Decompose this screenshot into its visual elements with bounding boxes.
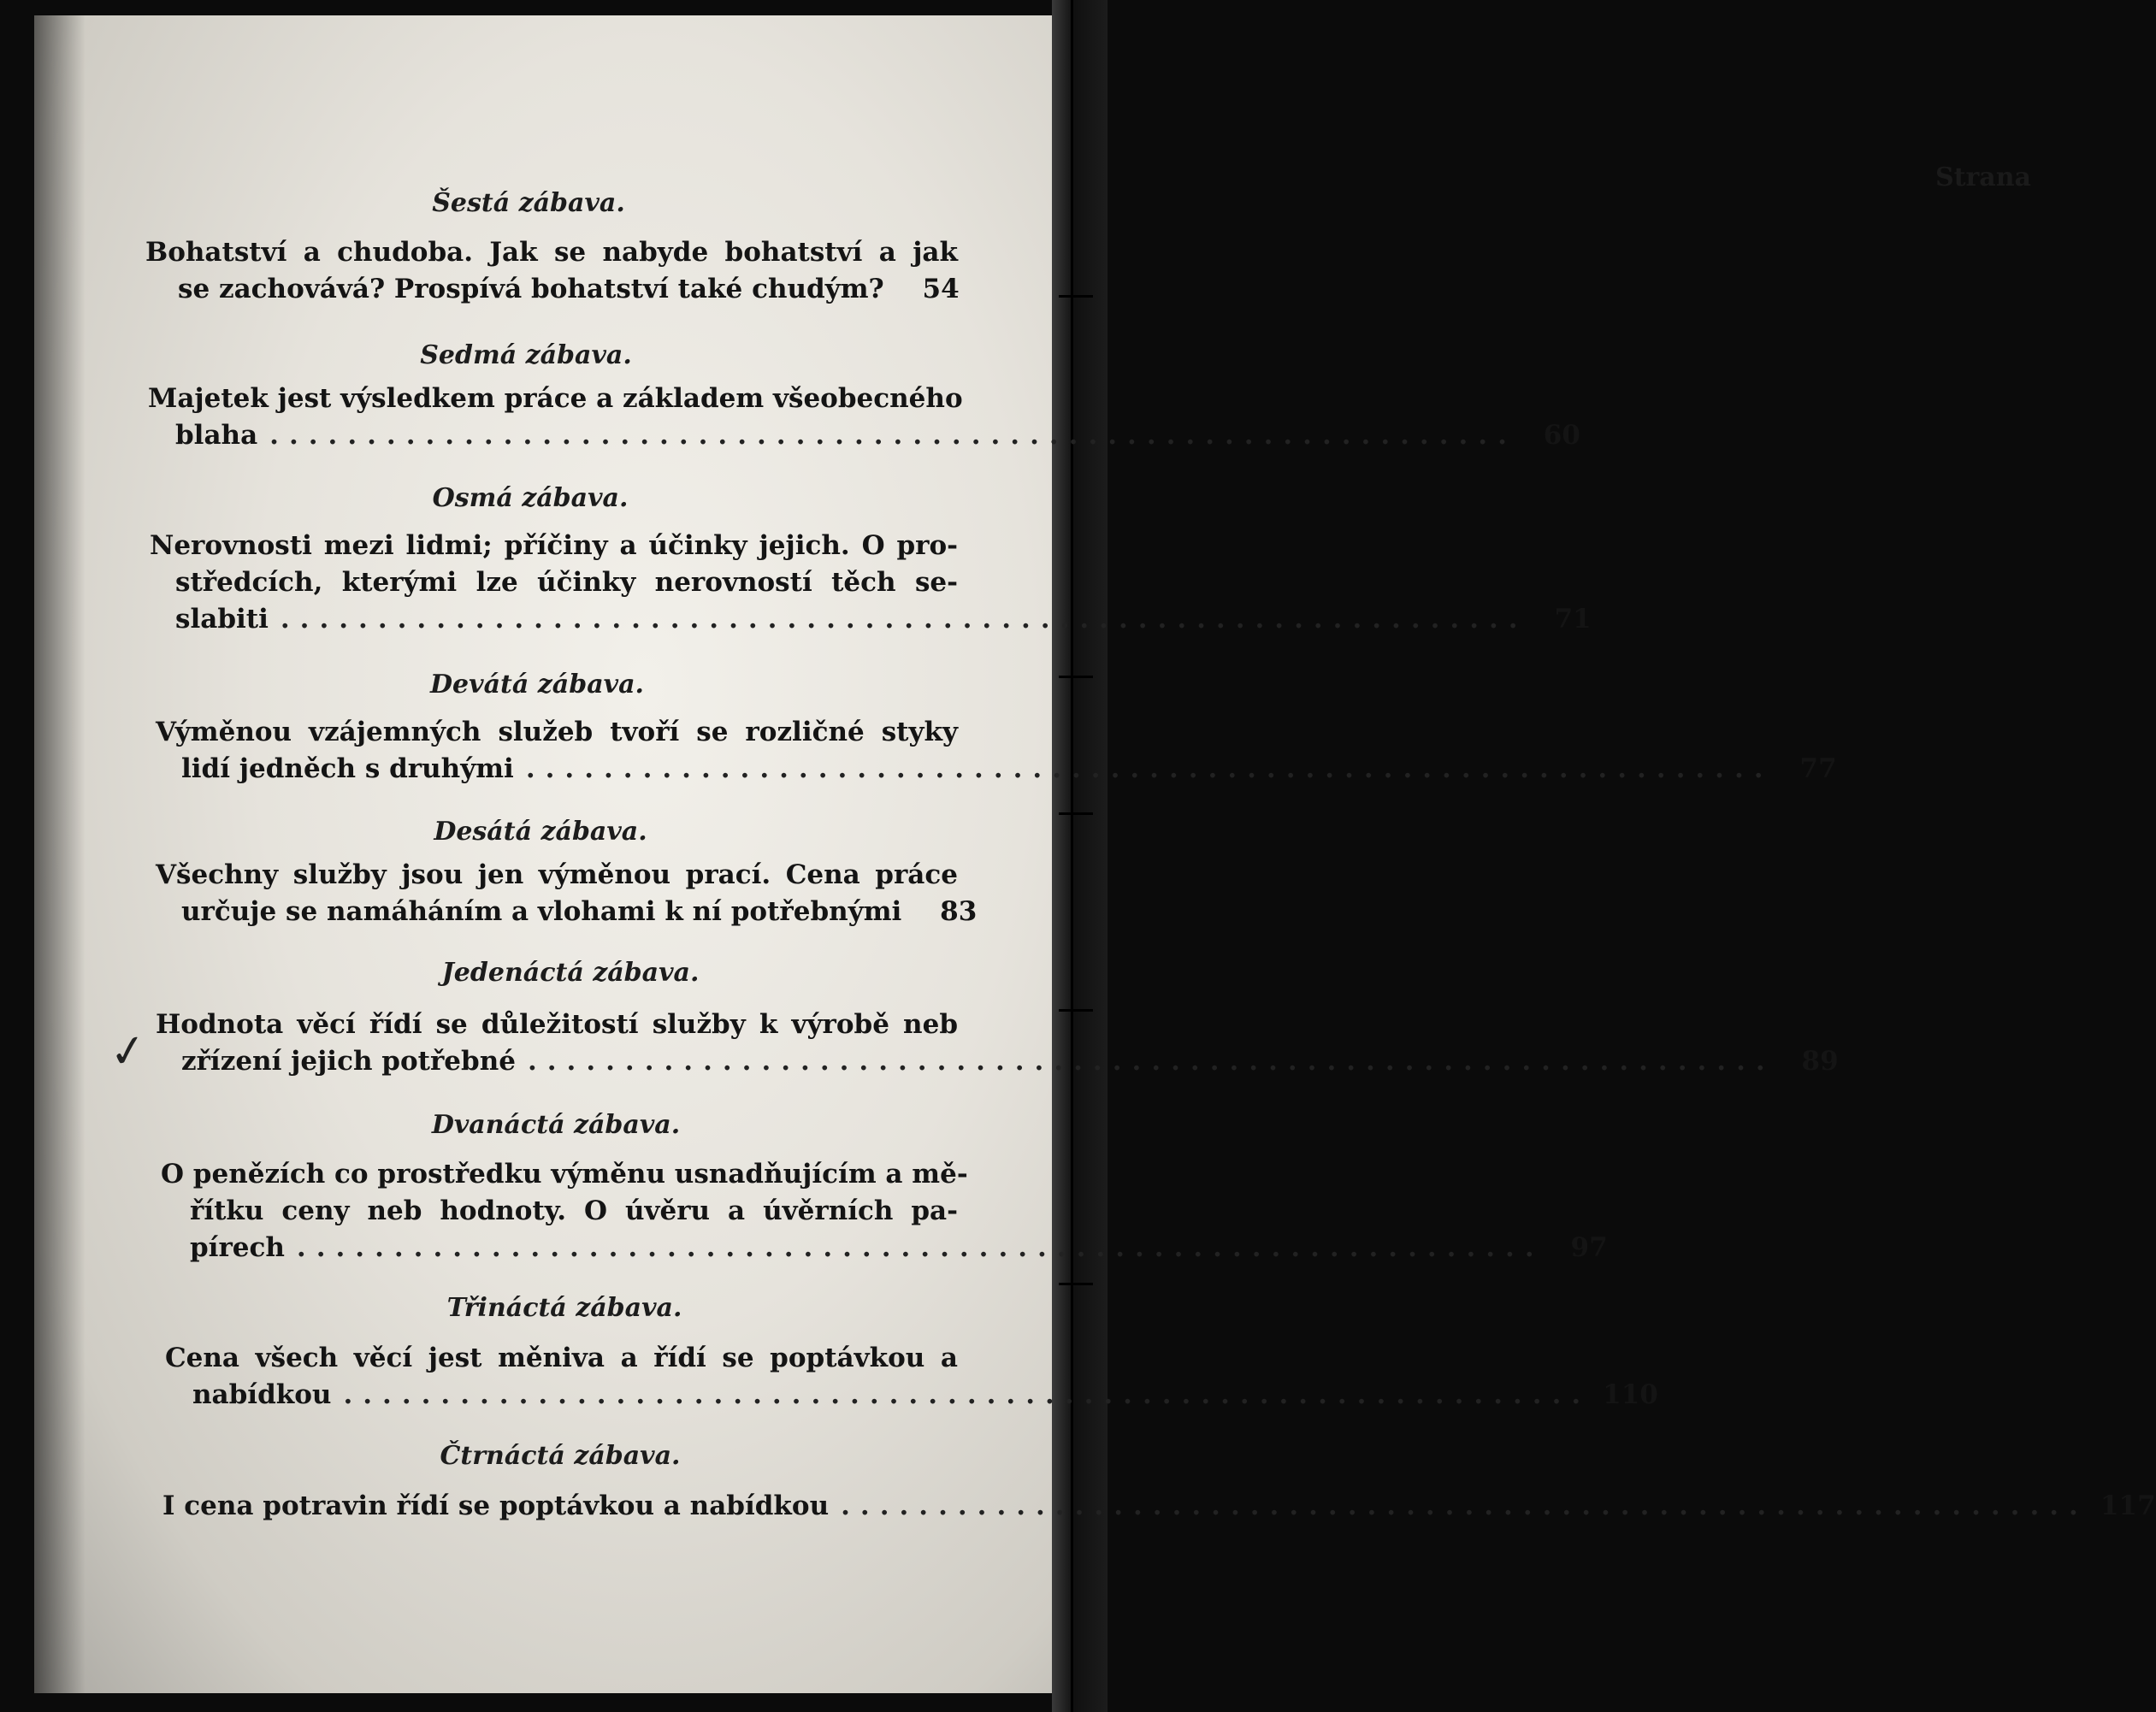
section-heading: Devátá zábava. — [430, 670, 644, 700]
toc-entry-last-line — [192, 1379, 1658, 1410]
gutter-tick — [1059, 676, 1093, 678]
toc-entry-last-line — [190, 1232, 1608, 1263]
page-number: 83 — [940, 896, 978, 927]
page-number: 60 — [1543, 420, 1580, 451]
entry-text: nabídkou — [192, 1379, 332, 1410]
entry-text: zřízení jejich potřebné — [181, 1046, 516, 1077]
entry-text: Cena všech věcí jest měniva a řídí se poptávkou a — [165, 1343, 958, 1373]
toc-entry-line — [145, 237, 958, 268]
entry-text: se zachovává? Prospívá bohatství také chudým? — [178, 274, 884, 304]
book-gutter — [1052, 0, 1108, 1712]
section-heading: Osmá zábava. — [432, 483, 629, 513]
dot-leader: ................................................................ — [841, 1491, 2088, 1521]
entry-text: Hodnota věcí řídí se důležitostí služby k výrobě neb — [156, 1009, 958, 1040]
dot-leader: ................................................................ — [527, 1046, 1775, 1077]
toc-entry-last-line — [181, 1046, 1839, 1077]
page-number: 71 — [1554, 604, 1592, 635]
page-number: 54 — [922, 274, 960, 304]
entry-text: řítku ceny neb hodnoty. O úvěru a úvěrních pa- — [190, 1195, 958, 1226]
toc-entry-line — [161, 1159, 968, 1190]
page-number: 117 — [2100, 1491, 2156, 1521]
entry-text: Bohatství a chudoba. Jak se nabyde bohatství a jak — [145, 237, 958, 268]
entry-text: O penězích co prostředku výměnu usnadňujícím a mě- — [161, 1159, 968, 1190]
dot-leader: ................................................................ — [525, 753, 1774, 784]
section-heading: Sedmá zábava. — [420, 340, 632, 370]
toc-entry-line — [156, 717, 958, 747]
page-number: 97 — [1570, 1232, 1608, 1263]
toc-entry-last-line — [178, 274, 958, 304]
entry-text: Výměnou vzájemných služeb tvoří se rozličné styky — [156, 717, 958, 747]
section-heading: Čtrnáctá zábava. — [440, 1441, 681, 1471]
page-number: 89 — [1801, 1046, 1839, 1077]
toc-entry-line — [156, 859, 958, 890]
toc-entry-last-line — [175, 604, 1592, 635]
dot-leader: ................................................................ — [269, 420, 1517, 451]
entry-text: Majetek jest výsledkem práce a základem všeobecného — [148, 383, 963, 414]
toc-entry-line — [175, 567, 958, 598]
entry-text: středcích, kterými lze účinky nerovností těch se- — [175, 567, 958, 598]
toc-entry-line — [165, 1343, 958, 1373]
section-heading: Jedenáctá zábava. — [441, 958, 700, 988]
section-heading: Desátá zábava. — [434, 817, 647, 847]
toc-entry-last-line — [181, 753, 1837, 784]
entry-text: Nerovnosti mezi lidmi; příčiny a účinky jejich. O pro- — [150, 530, 958, 561]
gutter-line — [1071, 0, 1073, 1712]
toc-entry-last-line — [181, 896, 978, 927]
gutter-tick — [1059, 295, 1093, 298]
toc-entry-line — [156, 1009, 958, 1040]
dot-leader: ................................................................ — [280, 604, 1528, 635]
toc-entry-last-line — [175, 420, 1580, 451]
page-number: 110 — [1603, 1379, 1658, 1410]
entry-text: pírech — [190, 1232, 285, 1263]
entry-text: slabiti — [175, 604, 269, 635]
page-number: 77 — [1799, 753, 1837, 784]
entry-text: Všechny služby jsou jen výměnou prací. Cena práce — [156, 859, 958, 890]
page-column-label: Strana — [1934, 162, 2031, 192]
entry-text: lidí jedněch s druhými — [181, 753, 514, 784]
section-heading: Třináctá zábava. — [446, 1293, 682, 1323]
dot-leader: ................................................................ — [296, 1232, 1545, 1263]
gutter-tick — [1059, 1283, 1093, 1285]
section-heading: Dvanáctá zábava. — [431, 1110, 681, 1140]
dot-leader: ................................................................ — [343, 1379, 1592, 1410]
entry-text: určuje se namáháním a vlohami k ní potřebnými — [181, 896, 902, 927]
handwritten-check-mark: ✓ — [106, 1024, 151, 1080]
toc-entry-line — [148, 383, 963, 414]
gutter-tick — [1059, 812, 1093, 815]
section-heading: Šestá zábava. — [432, 188, 625, 218]
toc-entry-last-line — [162, 1491, 2156, 1521]
toc-entry-line — [190, 1195, 958, 1226]
entry-text: blaha — [175, 420, 258, 451]
gutter-tick — [1059, 1009, 1093, 1012]
entry-text: I cena potravin řídí se poptávkou a nabídkou — [162, 1491, 830, 1521]
toc-entry-line — [150, 530, 958, 561]
